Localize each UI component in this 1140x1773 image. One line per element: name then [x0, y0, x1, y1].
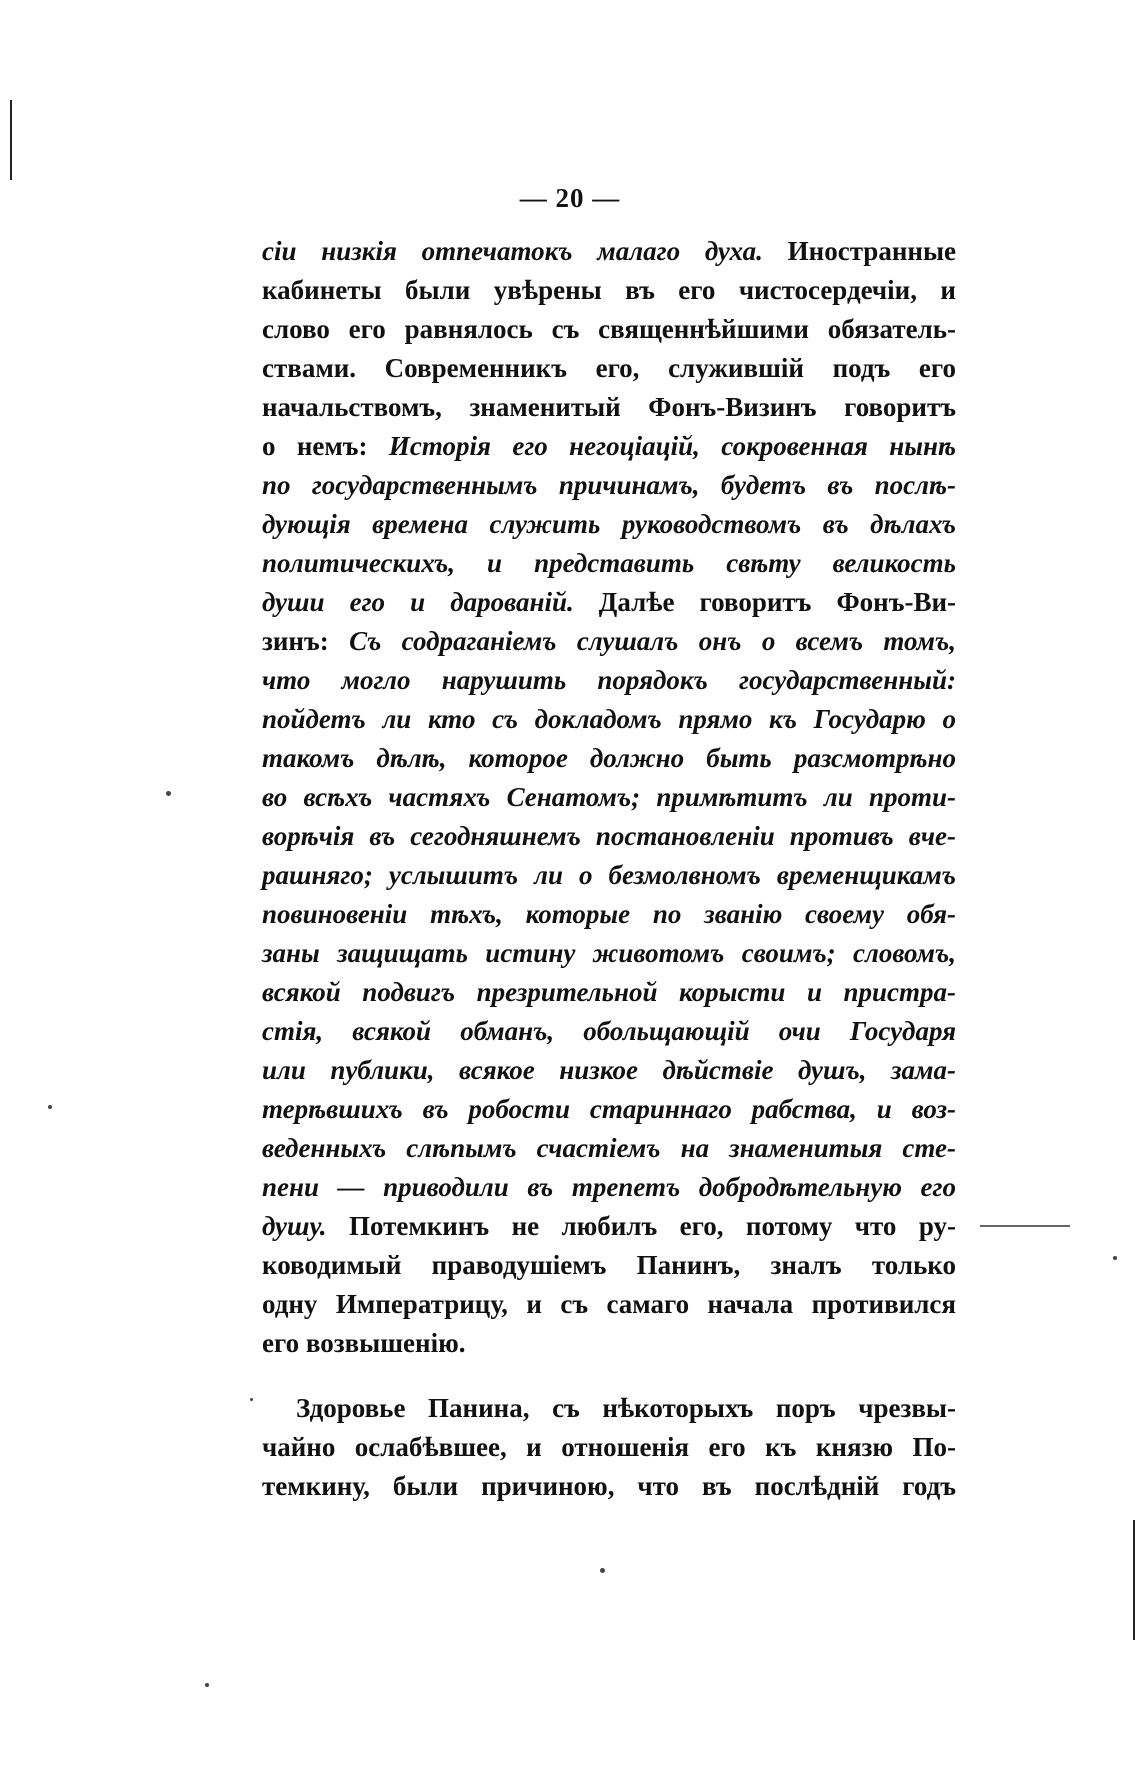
italic-span: ворѣчія въ сегодняшнемъ постановленіи противъ вче- — [262, 821, 956, 851]
text-line — [262, 583, 956, 622]
italic-span: политическихъ, и представить свѣту великость — [262, 548, 956, 578]
text-line — [262, 1285, 956, 1324]
text-line — [262, 622, 956, 661]
scan-speck — [250, 1398, 253, 1401]
body-text — [262, 232, 956, 1506]
text-line — [262, 271, 956, 310]
text-span: Иностранные — [762, 236, 957, 266]
text-line — [262, 1428, 956, 1467]
italic-span: что могло нарушить порядокъ государственный: — [262, 665, 956, 695]
paragraph-gap — [262, 1363, 956, 1389]
scan-speck — [48, 1105, 52, 1109]
text-line — [262, 544, 956, 583]
italic-span: рашняго; услышитъ ли о безмолвномъ временщикамъ — [262, 860, 956, 890]
text-span: кабинеты были увѣрены въ его чистосердечіи, и — [262, 275, 956, 305]
text-line — [262, 1129, 956, 1168]
text-line — [262, 739, 956, 778]
text-line — [262, 505, 956, 544]
italic-span: пени — приводили въ трепетъ добродѣтельную его — [262, 1172, 956, 1202]
italic-span: веденныхъ слѣпымъ счастіемъ на знаменитыя сте- — [262, 1133, 956, 1163]
text-line — [262, 778, 956, 817]
text-line — [262, 427, 956, 466]
text-line — [262, 973, 956, 1012]
text-line — [262, 310, 956, 349]
italic-span: Исторія его негоціацій, сокровенная нынѣ — [388, 431, 956, 461]
italic-span: душу. — [262, 1211, 327, 1241]
text-line — [262, 1051, 956, 1090]
text-line — [262, 1324, 956, 1363]
scan-edge-left — [10, 100, 12, 180]
scan-smudge — [980, 1225, 1070, 1227]
text-line — [262, 1467, 956, 1506]
scan-speck — [205, 1683, 209, 1687]
text-span: о немъ: — [262, 431, 389, 461]
scan-edge-right — [1133, 1520, 1135, 1640]
text-line — [262, 895, 956, 934]
text-line — [262, 1207, 956, 1246]
scan-speck — [166, 791, 171, 796]
text-line — [262, 700, 956, 739]
italic-span: Съ содраганіемъ слушалъ онъ о всемъ томъ, — [349, 626, 956, 656]
text-line — [262, 232, 956, 271]
text-line — [262, 856, 956, 895]
text-span: Далѣе говоритъ Фонъ-Ви- — [573, 587, 957, 617]
text-line — [262, 1246, 956, 1285]
italic-span: заны защищать истину животомъ своимъ; словомъ, — [262, 938, 956, 968]
text-line — [262, 1012, 956, 1051]
italic-span: или публики, всякое низкое дѣйствіе душъ, зама- — [262, 1055, 956, 1085]
text-span: зинъ: — [262, 626, 350, 656]
text-line — [262, 466, 956, 505]
text-line — [262, 349, 956, 388]
text-line — [262, 1389, 956, 1428]
text-span: ствами. Современникъ его, служившій подъ его — [262, 353, 956, 383]
italic-span: дующія времена служить руководствомъ въ дѣлахъ — [262, 509, 956, 539]
page-number: — 20 — — [519, 183, 621, 213]
text-line — [262, 1090, 956, 1129]
text-line — [262, 817, 956, 856]
text-span: одну Императрицу, и съ самаго начала противился — [262, 1289, 956, 1319]
text-span: ководимый праводушіемъ Панинъ, зналъ только — [262, 1250, 956, 1280]
italic-span: повиновеніи тѣхъ, которые по званію своему обя- — [262, 899, 956, 929]
text-span: его возвышенію. — [262, 1328, 466, 1358]
text-line — [262, 661, 956, 700]
italic-span: души его и дарованій. — [262, 587, 574, 617]
text-line — [262, 388, 956, 427]
text-span: начальствомъ, знаменитый Фонъ-Визинъ говоритъ — [262, 392, 956, 422]
italic-span: по государственнымъ причинамъ, будетъ въ послѣ- — [262, 470, 956, 500]
italic-span: стія, всякой обманъ, обольщающій очи Государя — [262, 1016, 956, 1046]
italic-span: пойдетъ ли кто съ докладомъ прямо къ Государю о — [262, 704, 956, 734]
scan-speck — [1113, 1256, 1117, 1260]
italic-span: такомъ дѣлѣ, которое должно быть разсмотрѣно — [262, 743, 956, 773]
text-span: Потемкинъ не любилъ его, потому что ру- — [326, 1211, 956, 1241]
italic-span: всякой подвигъ презрительной корысти и пристра- — [262, 977, 956, 1007]
text-span: Здоровье Панина, съ нѣкоторыхъ поръ чрезвы- — [296, 1393, 956, 1423]
italic-span: во всѣхъ частяхъ Сенатомъ; примѣтитъ ли проти- — [262, 782, 956, 812]
text-span: слово его равнялось съ священнѣйшими обязатель- — [262, 314, 956, 344]
text-line — [262, 934, 956, 973]
text-span: темкину, были причиною, что въ послѣдній годъ — [262, 1471, 956, 1501]
text-span: чайно ослабѣвшее, и отношенія его къ князю По- — [262, 1432, 956, 1462]
scan-speck — [600, 1568, 605, 1573]
text-line — [262, 1168, 956, 1207]
italic-span: терѣвшихъ въ робости стариннаго рабства, и воз- — [262, 1094, 956, 1124]
italic-span: сіи низкія отпечатокъ малаго духа. — [262, 236, 763, 266]
